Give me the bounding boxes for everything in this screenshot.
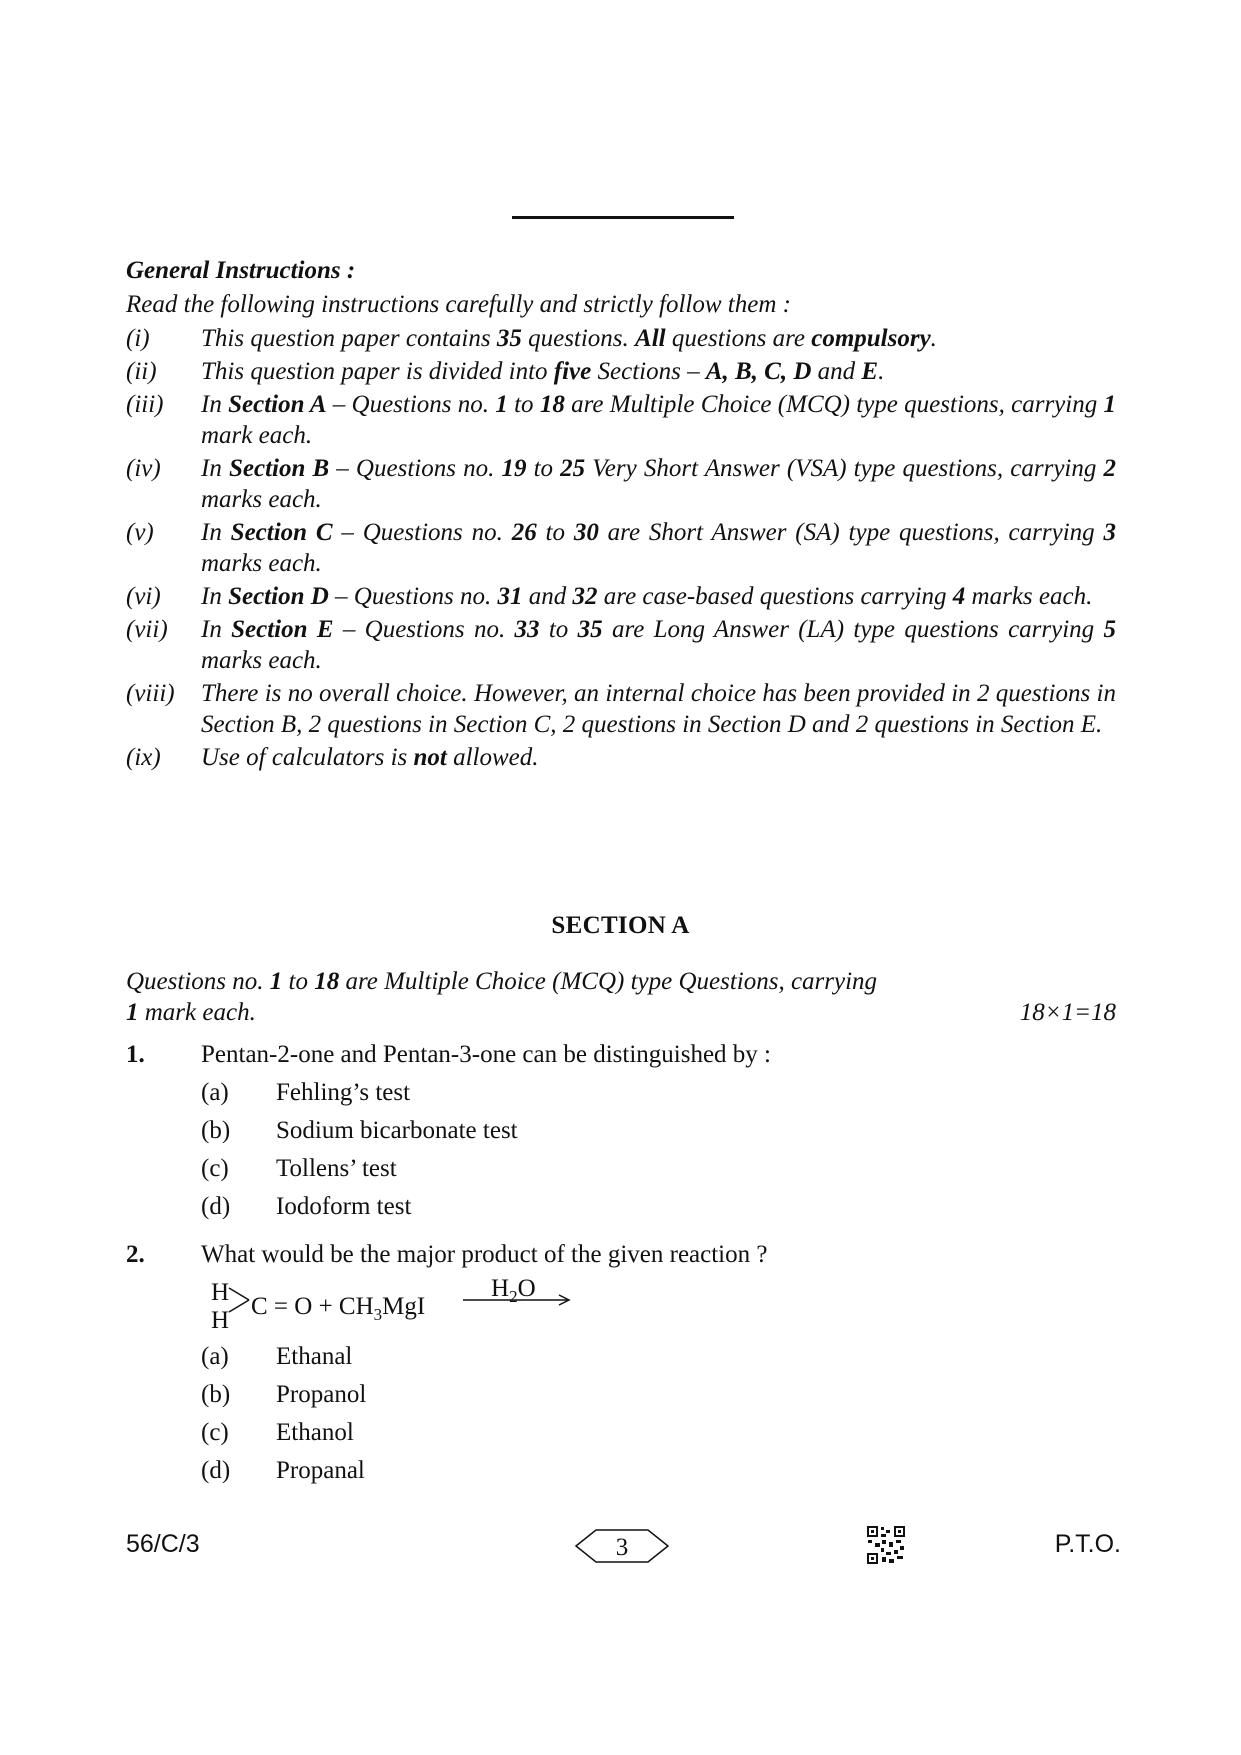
- paper-code: 56/C/3: [126, 1530, 200, 1558]
- instruction-text: This question paper contains 35 questions. All questions are compulsory.: [201, 325, 937, 352]
- instruction-number: (ix): [126, 744, 161, 771]
- page-number: 3: [615, 1534, 629, 1561]
- instruction-item: [126, 581, 1116, 612]
- instruction-text: In Section E – Questions no. 33 to 35 are Long Answer (LA) type questions carrying 5 marks each.: [201, 616, 1116, 674]
- reaction-equation: [201, 1274, 1116, 1338]
- reaction-h-top: H: [211, 1279, 230, 1306]
- qr-code-icon: [867, 1526, 905, 1564]
- instruction-number: (viii): [126, 680, 175, 707]
- instruction-number: (iii): [126, 391, 164, 418]
- instructions-lead: Read the following instructions carefully and strictly follow them :: [126, 291, 791, 318]
- instruction-text: In Section D – Questions no. 31 and 32 are case-based questions carrying 4 marks each.: [201, 583, 1093, 610]
- instruction-text: In Section A – Questions no. 1 to 18 are Multiple Choice (MCQ) type questions, carrying 1 mark each.: [201, 391, 1116, 449]
- option-d: (d) Iodoform test: [201, 1193, 412, 1220]
- instruction-item: [126, 614, 1116, 676]
- instruction-item: [126, 678, 1116, 740]
- section-a-intro-line1: Questions no. 1 to 18 are Multiple Choice (MCQ) type Questions, carrying: [126, 968, 878, 995]
- question-1: [126, 1036, 1116, 1226]
- general-instructions: [126, 255, 1116, 773]
- option-c: (c) Ethanol: [201, 1419, 354, 1446]
- instruction-number: (vii): [126, 616, 168, 643]
- question-number: 2.: [126, 1241, 145, 1268]
- instruction-item: [126, 742, 1116, 773]
- instruction-number: (vi): [126, 583, 161, 610]
- header-rule: [512, 216, 734, 219]
- page-number-badge: [574, 1528, 670, 1564]
- reaction-reagent: $H_2O$: [491, 1275, 536, 1306]
- instruction-item: [126, 356, 1116, 387]
- pto-label: P.T.O.: [1054, 1530, 1121, 1558]
- instruction-item: [126, 517, 1116, 579]
- section-a-title: SECTION A: [551, 912, 690, 939]
- section-a-intro: [126, 966, 1116, 1028]
- instruction-text: Use of calculators is not allowed.: [201, 744, 539, 771]
- instruction-number: (iv): [126, 455, 161, 482]
- question-text: Pentan-2-one and Pentan-3-one can be distinguished by :: [201, 1041, 771, 1068]
- question-text: What would be the major product of the given reaction ?: [201, 1241, 768, 1268]
- option-a: (a) Fehling’s test: [201, 1079, 411, 1106]
- reaction-h-bottom: H: [211, 1307, 230, 1334]
- instruction-item: [126, 323, 1116, 354]
- option-c: (c) Tollens’ test: [201, 1155, 397, 1182]
- instruction-text: There is no overall choice. However, an internal choice has been provided in 2 questions in Section B, 2 questions in Section C, 2 questions in Section D and 2 questions in Section E.: [201, 680, 1116, 738]
- instruction-text: This question paper is divided into five Sections – A, B, C, D and E.: [201, 358, 885, 385]
- instructions-list: [126, 323, 1116, 773]
- reaction-arrow: [461, 1292, 573, 1308]
- option-a: (a) Ethanal: [201, 1343, 353, 1370]
- instruction-number: (i): [126, 325, 150, 352]
- page-footer: [0, 1528, 1241, 1568]
- reaction-lhs: $C = O + CH_3MgI$: [251, 1293, 426, 1324]
- option-b: (b) Propanol: [201, 1381, 367, 1408]
- instruction-item: [126, 389, 1116, 451]
- option-b: (b) Sodium bicarbonate test: [201, 1117, 518, 1144]
- question-number: 1.: [126, 1041, 145, 1068]
- section-a-marks: 18×1=18: [1019, 999, 1116, 1026]
- section-a-intro-line2: 1 mark each.: [126, 999, 256, 1026]
- instruction-text: In Section B – Questions no. 19 to 25 Very Short Answer (VSA) type questions, carrying 2 marks each.: [201, 455, 1116, 513]
- question-2: [126, 1236, 1116, 1490]
- instruction-number: (ii): [126, 358, 157, 385]
- instruction-item: [126, 453, 1116, 515]
- instructions-title: General Instructions :: [126, 257, 356, 284]
- instruction-number: (v): [126, 519, 154, 546]
- instruction-text: In Section C – Questions no. 26 to 30 are Short Answer (SA) type questions, carrying 3 marks each.: [201, 519, 1116, 577]
- option-d: (d) Propanal: [201, 1457, 365, 1484]
